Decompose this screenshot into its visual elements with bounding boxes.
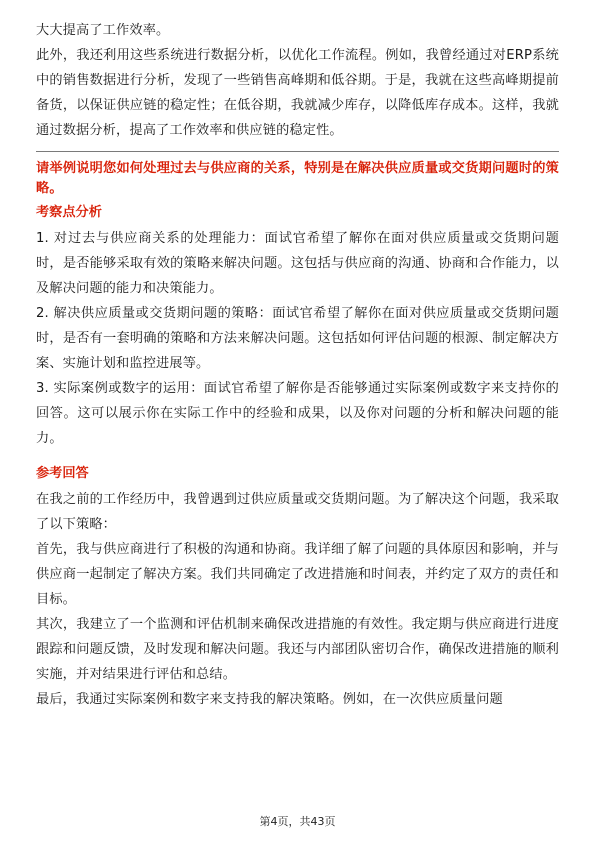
analysis-heading: 考察点分析 — [36, 205, 102, 220]
page-number: 第4页，共43页 — [259, 815, 336, 828]
page-content — [36, 18, 559, 712]
analysis-item: 2. 解决供应质量或交货期问题的策略：面试官希望了解你在面对供应质量或交货期问题时，是否有一套明确的策略和方法来解决问题。这包括如何评估问题的根源、制定解决方案、实施计划和监控进展等。 — [36, 306, 559, 371]
body-paragraph: 大大提高了工作效率。 — [36, 23, 170, 38]
interview-question: 请举例说明您如何处理过去与供应商的关系，特别是在解决供应质量或交货期问题时的策略。 — [36, 161, 559, 196]
answer-paragraph: 首先，我与供应商进行了积极的沟通和协商。我详细了解了问题的具体原因和影响，并与供应商一起制定了解决方案。我们共同确定了改进措施和时间表，并约定了双方的责任和目标。 — [36, 542, 559, 607]
answer-paragraph: 最后，我通过实际案例和数字来支持我的解决策略。例如，在一次供应质量问题 — [36, 692, 503, 707]
analysis-item: 1. 对过去与供应商关系的处理能力：面试官希望了解你在面对供应质量或交货期问题时，是否能够采取有效的策略来解决问题。这包括与供应商的沟通、协商和合作能力，以及解决问题的能力和决策能力。 — [36, 231, 559, 296]
section-divider — [36, 151, 559, 152]
answer-paragraph: 其次，我建立了一个监测和评估机制来确保改进措施的有效性。我定期与供应商进行进度跟踪和问题反馈，及时发现和解决问题。我还与内部团队密切合作，确保改进措施的顺利实施，并对结果进行评估和总结。 — [36, 617, 559, 682]
body-paragraph: 此外，我还利用这些系统进行数据分析，以优化工作流程。例如，我曾经通过对ERP系统中的销售数据进行分析，发现了一些销售高峰期和低谷期。于是，我就在这些高峰期提前备货，以保证供应链的稳定性；在低谷期，我就减少库存，以降低库存成本。这样，我就通过数据分析，提高了工作效率和供应链的稳定性。 — [36, 48, 559, 138]
answer-heading: 参考回答 — [36, 466, 89, 481]
answer-paragraph: 在我之前的工作经历中，我曾遇到过供应质量或交货期问题。为了解决这个问题，我采取了以下策略： — [36, 492, 559, 532]
analysis-item: 3. 实际案例或数字的运用：面试官希望了解你是否能够通过实际案例或数字来支持你的回答。这可以展示你在实际工作中的经验和成果，以及你对问题的分析和解决问题的能力。 — [36, 381, 559, 446]
